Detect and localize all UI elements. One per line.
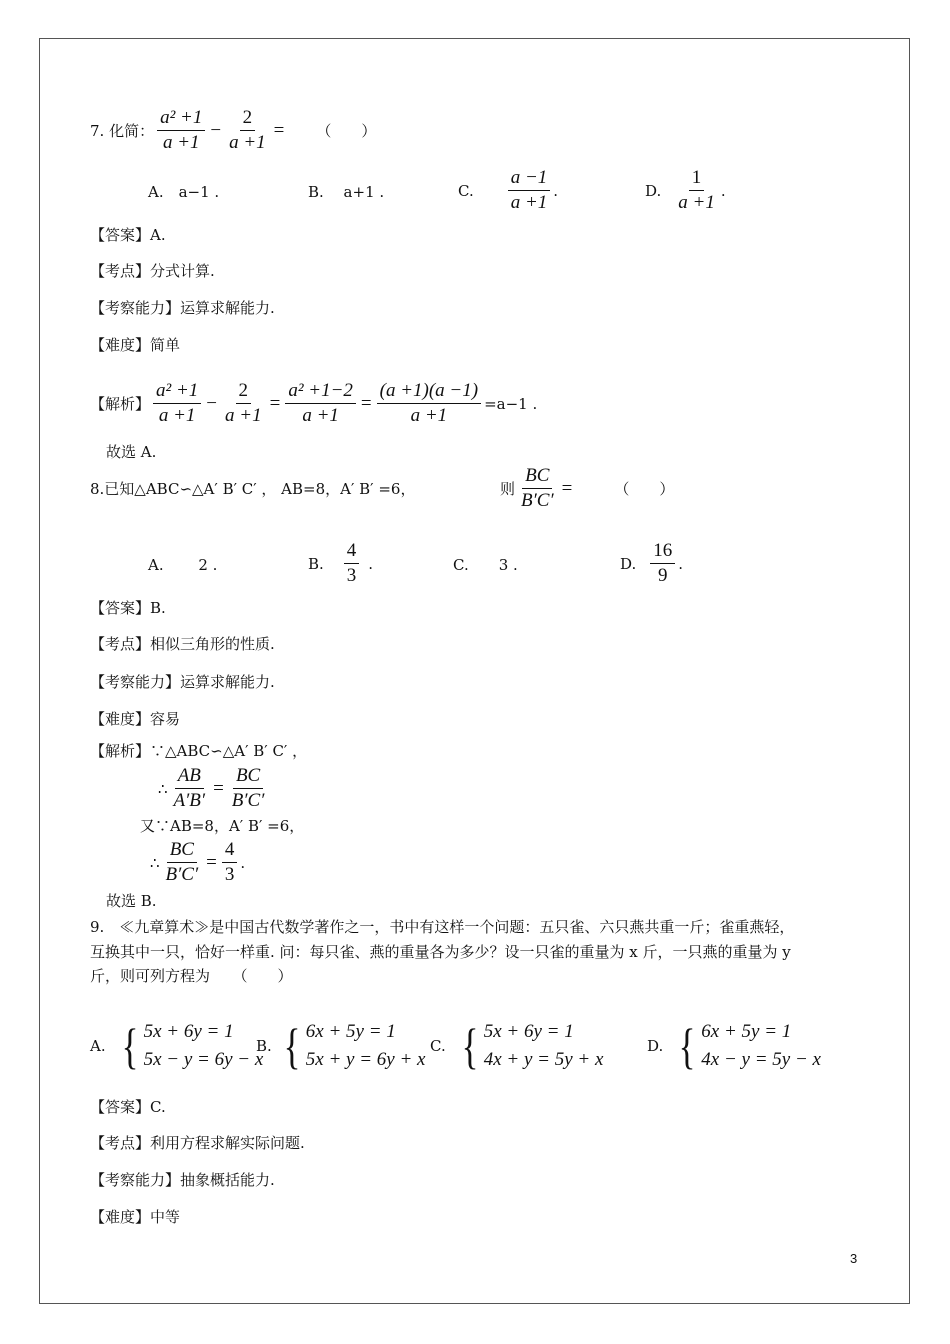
q7-analysis: 【解析】 $\frac{\text{a² +1}}{a +1}$ − $\frac{2}{a +1}$ = $\frac{\text{a² +1−2}}{a +1}$ = $\frac{(a +1)(a -1)}{a +1}$ =a−1 . (90, 380, 538, 426)
q7-prefix: 7. 化简： (90, 121, 155, 140)
q8-option-a: A. 2 . (148, 556, 218, 574)
q9-option-a: A. { 5x + 6y = 1 5x − y = 6y − x (90, 1018, 264, 1074)
q7-difficulty: 【难度】简单 (90, 336, 181, 354)
q8-difficulty: 【难度】容易 (90, 710, 181, 728)
q9-ability: 【考察能力】抽象概括能力. (90, 1171, 275, 1189)
q8-step2: ∴ $\frac{BC}{B'C'}$ = $\frac{4}{3}$ . (150, 839, 246, 885)
q7-option-c: C. $\frac{a -1}{a +1}$ . (458, 167, 559, 213)
q7-frac2: $\frac{2}{a +1}$ (229, 107, 266, 153)
q8-analysis: 【解析】∵△ABC∽△A′ B′ C′ ， (90, 742, 308, 760)
q9-option-d: D. { 6x + 5y = 1 4x − y = 5y − x (647, 1018, 821, 1074)
page-border (39, 38, 910, 1304)
q9-line3: 斤，则可列方程为 （ ） (90, 967, 293, 985)
q7-option-a: A. a−1 . (148, 183, 220, 201)
q8-point: 【考点】相似三角形的性质. (90, 635, 275, 653)
q7-choose: 故选 A. (106, 443, 157, 461)
q9-answer: 【答案】C. (90, 1098, 166, 1116)
q9-option-b: B. { 6x + 5y = 1 5x + y = 6y + x (256, 1018, 426, 1074)
q7-option-b: B. a+1 . (308, 183, 385, 201)
q7-option-d: D. $\frac{1}{a +1}$ . (645, 167, 726, 213)
q8-option-b: B. $\frac{4}{3}$ . (308, 540, 374, 586)
q8-also: 又∵AB=8，A′ B′ =6， (140, 817, 305, 835)
q8-ratio: 则 $\frac{BC}{B'C'}$ = （ ） (500, 465, 675, 511)
q8-step1: ∴ $\frac{AB}{A'B'}$ = $\frac{BC}{B'C'}$ (158, 765, 265, 811)
q7-point: 【考点】分式计算. (90, 262, 215, 280)
q7-ability: 【考察能力】运算求解能力. (90, 299, 275, 317)
q8-choose: 故选 B. (106, 892, 157, 910)
q9-option-c: C. { 5x + 6y = 1 4x + y = 5y + x (430, 1018, 604, 1074)
q7-stem: 7. 化简： $\frac{\text{a² +1}}{a +1}$ − $\frac{2}{a +1}$ = （ ） (90, 107, 377, 153)
q8-ability: 【考察能力】运算求解能力. (90, 673, 275, 691)
q9-line2: 互换其中一只，恰好一样重. 问：每只雀、燕的重量各为多少？设一只雀的重量为 x 斤，一只燕的重量为 y (90, 943, 791, 961)
page-number: 3 (850, 1251, 858, 1266)
q7-paren: （ ） (316, 121, 377, 140)
q7-answer: 【答案】A. (90, 226, 166, 244)
q8-stem: 8.已知△ABC∽△A′ B′ C′ ， AB=8，A′ B′ =6， (90, 480, 416, 498)
q9-difficulty: 【难度】中等 (90, 1208, 181, 1226)
q9-point: 【考点】利用方程求解实际问题. (90, 1134, 305, 1152)
q8-option-d: D. $\frac{16}{9}$ . (620, 540, 684, 586)
q7-frac1: $\frac{\text{a² +1}}{a +1}$ (157, 106, 205, 155)
q9-line1: 9. ≪九章算术≫是中国古代数学著作之一，书中有这样一个问题：五只雀、六只燕共重一斤；雀重燕轻， (90, 918, 795, 936)
q8-option-c: C. 3 . (453, 556, 518, 574)
q8-answer: 【答案】B. (90, 599, 166, 617)
